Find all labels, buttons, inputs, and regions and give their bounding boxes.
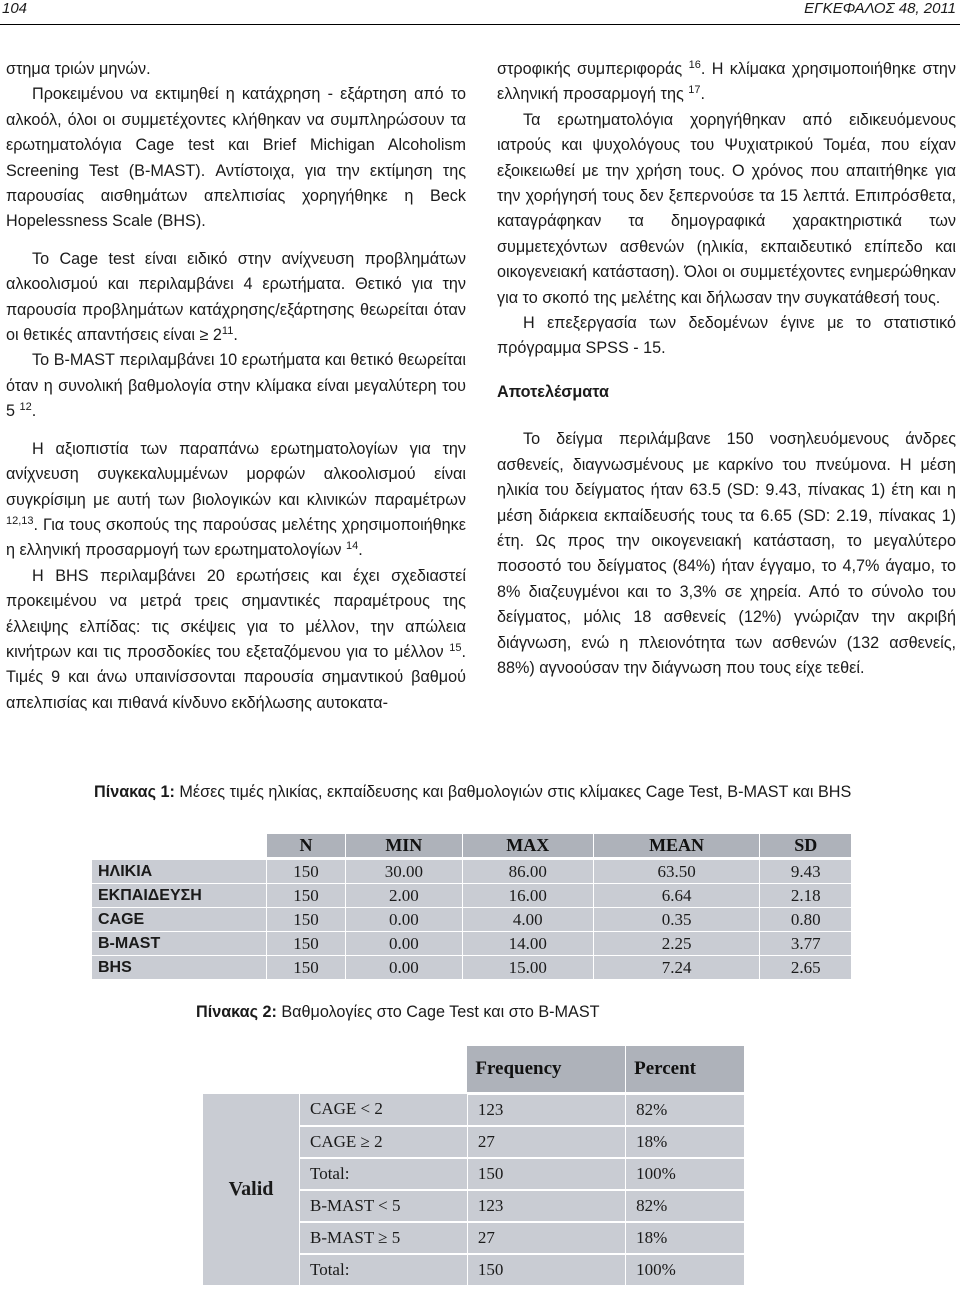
percent-cell: 18% [626, 1222, 745, 1254]
inequality-symbol: ≥ 2 [199, 326, 222, 345]
table-row [92, 908, 852, 932]
left-column [6, 57, 466, 716]
text: Το B-MAST περιλαμβάνει 10 ερωτήματα και θετικό θεωρείται όταν η συνολική βαθμολογία στην κλίμακα είναι μεγαλύτερη του 5 [6, 351, 466, 421]
paragraph [497, 57, 956, 108]
table-header-row [92, 834, 852, 859]
table-row [92, 932, 852, 956]
citation: 17 [688, 84, 701, 97]
text: Η αξιοπιστία των παραπάνω ερωτηματολογίων για την ανίχνευση συγκεκαλυμμένων μορφών αλκοολισμού είναι συγκρίσιμη με αυτή των βιολογικών και κλινικών παραμέτρων [6, 439, 466, 509]
paragraph: Η επεξεργασία των δεδομένων έγινε με το στατιστικό πρόγραμμα SPSS - 15. [497, 314, 956, 358]
text: . Τιμές 9 και άνω υπαινίσσονται παρουσία σημαντικού βαθμού απελπισίας και πιθανά κίνδυνο εκδήλωσης αυτοκατα- [6, 642, 467, 712]
cell: 16.00 [462, 884, 593, 908]
cell: 0.00 [345, 908, 462, 932]
cell: 14.00 [462, 932, 593, 956]
row-label: B-MAST [92, 932, 267, 956]
row-label: ΗΛΙΚΙΑ [92, 859, 267, 884]
cell: 6.64 [593, 884, 760, 908]
frequency-cell: 123 [467, 1190, 625, 1222]
paragraph: στημα τριών μηνών. [6, 60, 151, 78]
column-header: MIN [345, 834, 462, 859]
text: . [358, 541, 363, 560]
row-label: Total: [300, 1158, 468, 1190]
frequency-cell: 150 [467, 1158, 625, 1190]
paragraph: Το δείγμα περιλάμβανε 150 νοσηλευόμενους άνδρες ασθενείς, διαγνωσμένους με καρκίνο του πνεύμονα. Η μέση ηλικία του δείγματος ήταν 63.5 (SD: 9.43, πίνακας 1) έτη και η μέση διάρκεια εκπαίδευσής τους τα 6.65 (SD: 2.19, πίνακας 1) έτη. Ως προς την οικογενειακή κατάσταση, το μεγαλύτερο ποσοστό του δείγματος (84%) ήταν έγγαμο, το 4,7% άγαμο, το 8% διαζευγμένοι και το 3,3% σε χηρεία. Από το σύνολο του δείγματος, μόλις 18 ασθενείς (12%) γνώριζαν την ακριβή διάγνωση, ενώ η πλειονότητα των ασθενών (132 ασθενείς, 88%) αγνοούσαν την διάγνωση που τους είχε τεθεί. [497, 430, 956, 677]
page-number: 104 [2, 0, 28, 17]
percent-cell: 18% [626, 1126, 745, 1158]
table1 [92, 834, 852, 980]
table-row [92, 884, 852, 908]
text: Η BHS περιλαμβάνει 20 ερωτήσεις και έχει σχεδιαστεί προκειμένου να μετρά τρεις σημαντικές παραμέτρους της έλλειψης ελπίδας: τις σκέψεις για το μέλλον, την απώλεια κινήτρων και τις προσδοκίες του εξεταζόμενου για το μέλλον [6, 566, 466, 661]
cell: 86.00 [462, 859, 593, 884]
cell: 150 [267, 956, 346, 980]
paragraph [6, 247, 466, 349]
results-heading: Αποτελέσματα [497, 382, 609, 401]
paragraph [6, 437, 466, 564]
text: . [233, 326, 238, 345]
row-label: CAGE [92, 908, 267, 932]
cell: 4.00 [462, 908, 593, 932]
cell: 30.00 [345, 859, 462, 884]
percent-cell: 100% [626, 1158, 745, 1190]
text: στροφικής συμπεριφοράς [497, 60, 683, 78]
cell: 9.43 [760, 859, 852, 884]
paragraph [6, 348, 466, 424]
column-header: N [267, 834, 346, 859]
row-label: Total: [300, 1254, 468, 1286]
cell: 150 [267, 908, 346, 932]
cell: 150 [267, 859, 346, 884]
paragraph: Προκειμένου να εκτιμηθεί η κατάχρηση - εξάρτηση από το αλκοόλ, όλοι οι συμμετέχοντες κλήθηκαν να συμπληρώσουν τα ερωτηματολόγια Cage test και Brief Michigan Alcoholism Screening Test (B-MAST). Αντίστοιχα, για την εκτίμηση της παρουσίας αισθημάτων απελπισίας χορηγήθηκε η Beck Hopelessness Scale (BHS). [6, 85, 466, 231]
frequency-cell: 27 [467, 1126, 625, 1158]
paragraph [6, 564, 466, 716]
cell: 0.80 [760, 908, 852, 932]
cell: 2.25 [593, 932, 760, 956]
caption-text: Μέσες τιμές ηλικίας, εκπαίδευσης και βαθμολογιών στις κλίμακες Cage Test, B-MAST και BHS [174, 783, 852, 801]
citation: 16 [688, 59, 701, 71]
row-label: B-MAST < 5 [300, 1190, 468, 1222]
cell: 3.77 [760, 932, 852, 956]
corner-cell [300, 1046, 468, 1094]
caption-text: Βαθμολογίες στο Cage Test και στο B-MAST [276, 1003, 600, 1021]
cell: 0.35 [593, 908, 760, 932]
cell: 7.24 [593, 956, 760, 980]
text: . Η κλίμακα χρησιμοποιήθηκε στην ελληνική προσαρμογή της [497, 60, 957, 104]
text: . [700, 85, 705, 104]
journal-header: ΕΓΚΕΦΑΛΟΣ 48, 2011 [804, 0, 956, 17]
column-header: Percent [626, 1046, 745, 1094]
cell: 2.18 [760, 884, 852, 908]
cell: 0.00 [345, 956, 462, 980]
caption-label: Πίνακας 1: [94, 783, 175, 801]
table-row [203, 1094, 745, 1127]
table2-caption [196, 1000, 816, 1025]
right-column [497, 57, 956, 681]
cell: 2.65 [760, 956, 852, 980]
row-label: CAGE < 2 [300, 1094, 468, 1127]
percent-cell: 82% [626, 1094, 745, 1127]
corner-cell [92, 834, 267, 859]
table-row [92, 859, 852, 884]
row-label: CAGE ≥ 2 [300, 1126, 468, 1158]
table-row [92, 956, 852, 980]
frequency-cell: 27 [467, 1222, 625, 1254]
column-header: SD [760, 834, 852, 859]
row-label: BHS [92, 956, 267, 980]
frequency-cell: 123 [467, 1094, 625, 1127]
paragraph: Τα ερωτηματολόγια χορηγήθηκαν από ειδικευόμενους ιατρούς και ψυχολόγους του Ψυχιατρικού Τομέα, που είχαν εξοικειωθεί με την χρήση τους. Ο χρόνος που απαιτήθηκε για την χορήγησή τους δεν ξεπερνούσε τα 15 λεπτά. Επιπρόσθετα, καταγράφηκαν τα δημογραφικά χαρακτηριστικά των συμμετεχόντων ασθενών (ηλικία, εκπαιδευτικό επίπεδο και οικογενειακή κατάσταση). Όλοι οι συμμετέχοντες ενημερώθηκαν για το σκοπό της μελέτης και δήλωσαν την συγκατάθεσή τους. [497, 110, 956, 307]
row-label: B-MAST ≥ 5 [300, 1222, 468, 1254]
corner-cell [203, 1046, 300, 1094]
citation: 11 [221, 325, 234, 338]
column-header: Frequency [467, 1046, 625, 1094]
row-label: ΕΚΠΑΙΔΕΥΣΗ [92, 884, 267, 908]
cell: 150 [267, 884, 346, 908]
percent-cell: 100% [626, 1254, 745, 1286]
valid-group-label: Valid [203, 1094, 300, 1287]
table-header-row [203, 1046, 745, 1094]
column-header: MEAN [593, 834, 760, 859]
citation: 14 [346, 540, 359, 553]
column-header: MAX [462, 834, 593, 859]
citation: 12 [19, 401, 32, 414]
cell: 2.00 [345, 884, 462, 908]
cell: 150 [267, 932, 346, 956]
header-divider [0, 24, 960, 25]
citation: 15 [449, 641, 462, 654]
frequency-cell: 150 [467, 1254, 625, 1286]
citation: 12,13 [6, 514, 34, 527]
text: . Για τους σκοπούς της παρούσας μελέτης χρησιμοποιήθηκε η ελληνική προσαρμογή των ερωτηματολογίων [6, 515, 466, 560]
percent-cell: 82% [626, 1190, 745, 1222]
caption-label: Πίνακας 2: [196, 1003, 277, 1021]
cell: 15.00 [462, 956, 593, 980]
text: Το Cage test είναι ειδικό στην ανίχνευση προβλημάτων αλκοολισμού και περιλαμβάνει 4 ερωτήματα. Θετικό για την παρουσία προβλημάτων κατάχρησης/εξάρτησης θεωρείται όταν οι θετικές απαντήσεις είναι [6, 249, 466, 345]
cell: 0.00 [345, 932, 462, 956]
cell: 63.50 [593, 859, 760, 884]
table1-caption [94, 780, 914, 805]
text: . [31, 402, 37, 421]
table2 [203, 1046, 745, 1287]
